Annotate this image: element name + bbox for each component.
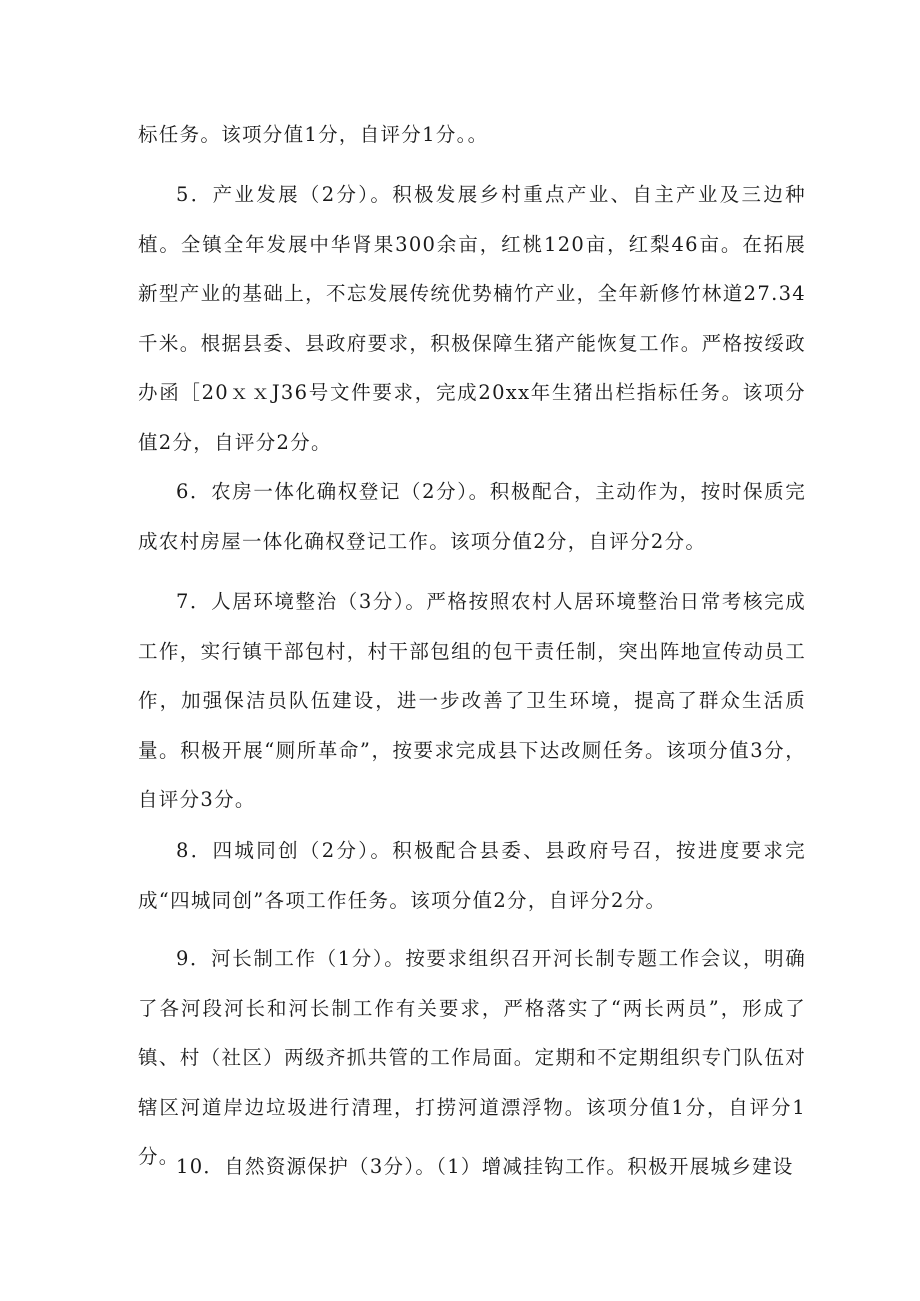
paragraph-river-chief: 9．河长制工作（1分）。按要求组织召开河长制专题工作会议，明确了各河段河长和河长制工作有关要求，严格落实了“两长两员”，形成了镇、村（社区）两级齐抓共管的工作局面。定期和不定期组织专门队伍对辖区河道岸边垃圾进行清理，打捞河道漂浮物。该项分值1分，自评分1分。 (138, 947, 806, 1168)
paragraph-house-registration: 6．农房一体化确权登记（2分）。积极配合，主动作为，按时保质完成农村房屋一体化确权登记工作。该项分值2分，自评分2分。 (138, 480, 806, 553)
paragraph-natural-resources: 10．自然资源保护（3分）。（1）增减挂钩工作。积极开展城乡建设 (176, 1155, 794, 1178)
paragraph-continuation: 标任务。该项分值1分，自评分1分。。 (138, 123, 489, 146)
paragraph-living-environment: 7．人居环境整治（3分）。严格按照农村人居环境整治日常考核完成工作，实行镇干部包村，村干部包组的包干责任制，突出阵地宣传动员工作，加强保洁员队伍建设，进一步改善了卫生环境，提高了群众生活质量。积极开展“厕所革命”，按要求完成县下达改厕任务。该项分值3分，自评分3分。 (138, 590, 806, 811)
paragraph-industry-development: 5．产业发展（2分）。积极发展乡村重点产业、自主产业及三边种植。全镇全年发展中华肾果300余亩，红桃120亩，红梨46亩。在拓展新型产业的基础上，不忘发展传统优势楠竹产业，全年新修竹林道27.34千米。根据县委、县政府要求，积极保障生猪产能恢复工作。严格按绥政办函［20ｘｘJ36号文件要求，完成20xx年生猪出栏指标任务。该项分值2分，自评分2分。 (138, 183, 806, 454)
paragraph-four-cities: 8．四城同创（2分）。积极配合县委、县政府号召，按进度要求完成“四城同创”各项工作任务。该项分值2分，自评分2分。 (138, 839, 806, 912)
